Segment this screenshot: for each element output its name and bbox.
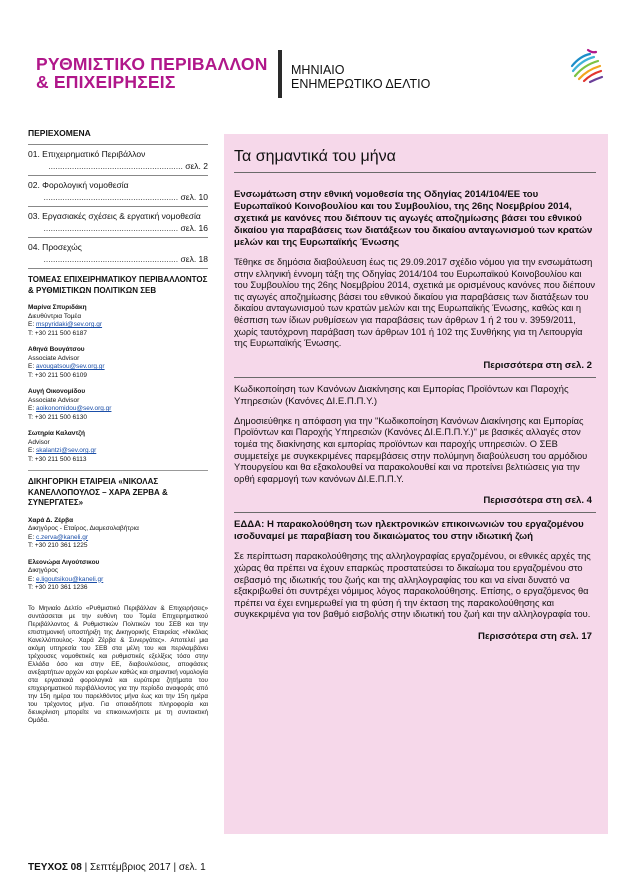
contact-phone: T: +30 210 361 1236: [28, 584, 88, 591]
contact-card: [28, 346, 208, 380]
newsletter-label-line2: ΕΝΗΜΕΡΩΤΙΚΟ ΔΕΛΤΙΟ: [291, 77, 431, 91]
newsletter-label-line1: ΜΗΝΙΑΙΟ: [291, 63, 345, 77]
article-body: Σε περίπτωση παρακολούθησης της αλληλογραφίας εργαζομένου, οι εθνικές αρχές της χώρας θα πρέπει να έχουν επαρκώς προστατεύσει το δικαίωμα του εργαζομένου στο σεβασμό της ιδιωτικής του ζωής και της αλληλογραφίας του και να είναι δυνατό να εξακριβωθεί ότι συντρέχει νόμιμος λόγος παρακολούθησης. Επίσης, ο εργαζόμενος θα πρέπει να έχει ενημερωθεί για τη φύση ή την έκταση της παρακολούθησης και συγκεκριμένα για τον βαθμό εισβολής στην ιδιωτική του ζωή και την αλληλογραφία του.: [234, 551, 591, 620]
brand-title-line1: ΡΥΘΜΙΣΤΙΚΟ ΠΕΡΙΒΑΛΛΟΝ: [36, 54, 268, 74]
highlights-heading: Τα σημαντικά του μήνα: [234, 148, 396, 165]
contact-phone: T: +30 211 500 6113: [28, 455, 87, 463]
divider: [28, 206, 208, 207]
divider: [28, 144, 208, 145]
contact-email-row: E: avougatsou@sev.org.gr: [28, 363, 105, 370]
contact-email-row: E: aoikonomidou@sev.org.gr: [28, 405, 112, 412]
footer-details: | Σεπτέμβριος 2017 | σελ. 1: [81, 862, 206, 873]
contact-email-row: E: e.ligoutsikou@kaneli.gr: [28, 575, 104, 583]
toc-item-label: 03. Εργασιακές σχέσεις & εργατική νομοθεσία: [28, 211, 201, 221]
contact-name: Χαρά Δ. Ζέρβα: [28, 516, 74, 524]
toc-item[interactable]: [28, 147, 208, 173]
contact-role: Associate Advisor: [28, 354, 80, 362]
contact-phone: T: +30 211 500 6109: [28, 371, 87, 379]
article-body: Τέθηκε σε δημόσια διαβούλευση έως τις 29.09.2017 σχέδιο νόμου για την ενσωμάτωση στην ελληνική έννομη τάξη της Οδηγίας 2014/104 του Ευρωπαϊκού Κοινοβουλίου και του Συμβουλίου της 26ης Νοεμβρίου 2014, σχετικά με ορισμένους κανόνες που διέπουν τις αγωγές αποζημίωσης βάσει του εθνικού δικαίου για παραβάσεις των διατάξεων του δικαίου ανταγωνισμού των κρατών μελών και της Ευρωπαϊκής Ένωσης, καθώς και η θέσπιση των ίδιων ρυθμίσεων για παραβάσεις των άρθρων 1 ή 2 του ν. 3959/2011, χωρίς ταυτόχρονη παράβαση των άρθρων 101 ή 102 της Συνθήκης για τη Λειτουργία της Ευρωπαϊκής Ένωσης.: [234, 257, 596, 349]
law-section-title: ΔΙΚΗΓΟΡΙΚΗ ΕΤΑΙΡΕΙΑ «ΝΙΚΟΛΑΣ ΚΑΝΕΛΛΟΠΟΥΛΟΣ – ΧΑΡΑ ΖΕΡΒΑ & ΣΥΝΕΡΓΑΤΕΣ»: [28, 477, 168, 507]
read-more-link[interactable]: Περισσότερα στη σελ. 17: [478, 630, 592, 642]
contact-email-row: E: mspyridaki@sev.org.gr: [28, 321, 103, 328]
contact-role: Δικηγόρος: [28, 567, 58, 574]
seb-section-title: ΤΟΜΕΑΣ ΕΠΙΧΕΙΡΗΜΑΤΙΚΟΥ ΠΕΡΙΒΑΛΛΟΝΤΟΣ & ΡΥΘΜΙΣΤΙΚΩΝ ΠΟΛΙΤΙΚΩΝ ΣΕΒ: [28, 275, 208, 295]
divider: [28, 175, 208, 176]
article-body: Δημοσιεύθηκε η απόφαση για την "Κωδικοποίηση Κανόνων Διακίνησης και Εμπορίας Προϊόντων και Παροχής Υπηρεσιών (Κανόνες ΔΙ.Ε.Π.Π.Υ.)" με βασικές αλλαγές στον τομέα της διακίνησης και εμπορίας προϊόντων και παροχής υπηρεσιών. Ο ΣΕΒ συμμετείχε με συγκεκριμένες παρεμβάσεις στην πολύμηνη διαβούλευση του αρμόδιου Υπουργείου και θα εξακολουθεί να παρακολουθεί και να προτείνει βελτιώσεις για την ορθή εφαρμογή των κανόνων ΔΙ.Ε.Π.Π.Υ.: [234, 415, 588, 484]
toc-item-label: 04. Προσεχώς: [28, 242, 82, 252]
seb-logo-icon: [566, 46, 606, 86]
article-title: ΕΔΔΑ: Η παρακολούθηση των ηλεκτρονικών επικοινωνιών του εργαζομένου ισοδυναμεί με παραβίαση του δικαιώματος του στην ιδιωτική ζωή: [234, 519, 584, 543]
toc-item-label: 01. Επιχειρηματικό Περιβάλλον: [28, 149, 146, 159]
contact-card: [28, 430, 208, 464]
read-more-link[interactable]: Περισσότερα στη σελ. 4: [483, 495, 592, 507]
contact-phone: T: +30 211 500 6187: [28, 329, 87, 337]
article-title: Ενσωμάτωση στην εθνική νομοθεσία της Οδηγίας 2014/104/ΕΕ του Ευρωπαϊκού Κοινοβουλίου και του Συμβουλίου, της 26ης Νοεμβρίου 2014, σχετικά με κανόνες που διέπουν τις αγωγές αποζημίωσης βάσει του εθνικού δικαίου για παραβάσεις των διατάξεων του δικαίου ανταγωνισμού των κρατών μελών και της Ευρωπαϊκής Ένωσης: [234, 189, 593, 248]
contact-role: Δικηγόρος - Εταίρος, Διαμεσολαβήτρια: [28, 525, 139, 532]
contact-role: Advisor: [28, 438, 50, 446]
contact-email-row: E: skalantzi@sev.org.gr: [28, 447, 97, 454]
brand-title-line2: & ΕΠΙΧΕΙΡΗΣΕΙΣ: [36, 72, 176, 92]
contact-email-link[interactable]: c.zerva@kaneli.gr: [35, 533, 89, 541]
divider: [234, 377, 596, 378]
header-divider: [278, 50, 282, 98]
toc-item-page: ......................................................... σελ. 10: [43, 192, 208, 202]
article-title: Κωδικοποίηση των Κανόνων Διακίνησης και Εμπορίας Προϊόντων και Παροχής Υπηρεσιών (Κανόνες ΔΙ.Ε.Π.Π.Υ.): [234, 383, 569, 407]
contact-email-link[interactable]: skalantzi@sev.org.gr: [35, 447, 97, 454]
toc-title: ΠΕΡΙΕΧΟΜΕΝΑ: [28, 128, 91, 138]
divider: [28, 268, 208, 269]
contact-card: [28, 517, 208, 551]
contact-card: [28, 304, 208, 338]
contact-card: [28, 388, 208, 422]
contact-email-link[interactable]: aoikonomidou@sev.org.gr: [35, 405, 112, 412]
brand-title: [36, 55, 268, 91]
contact-phone: T: +30 211 500 6130: [28, 413, 87, 421]
contact-email-link[interactable]: mspyridaki@sev.org.gr: [35, 321, 103, 328]
divider: [234, 512, 596, 513]
divider: [28, 237, 208, 238]
read-more-link[interactable]: Περισσότερα στη σελ. 2: [483, 359, 592, 371]
about-text: Το Μηνιαίο Δελτίο «Ρυθμιστικό Περιβάλλον & Επιχειρήσεις» συντάσσεται με την ευθύνη του Τομέα Επιχειρηματικού Περιβάλλοντος & Ρυθμιστικών Πολιτικών του ΣΕΒ και την επιστημονική υποστήριξη της Δικηγορικής Εταιρείας «Νικόλας Κανελλόπουλος- Χαρά Ζέρβα & Συνεργάτες». Αποτελεί μια ακόμη υπηρεσία του ΣΕΒ στα μέλη του και περιλαμβάνει τρέχουσες νομοθετικές και ρυθμιστικές εξελίξεις τόσο στην Ελλάδα όσο και στην ΕΕ, διαβουλεύσεις, αποφάσεις ανεξαρτήτων αρχών και φορέων καθώς και σημαντική νομολογία στα εργασιακά φορολογικά και ευρύτερα ζητήματα του επιχειρηματικού περιβάλλοντος για την περίοδο αναφοράς από την 15η ημέρα του παρελθόντος μήνα έως και την 15η ημέρα του τρέχοντος μήνα. Για οποιαδήποτε πληροφορία και διευκρίνιση μπορείτε να επικοινωνήσετε με τη συντακτική Ομάδα.: [28, 604, 208, 724]
page-footer: [28, 862, 206, 873]
contact-name: Ελεονώρα Λιγούτσικου: [28, 558, 100, 566]
toc-item[interactable]: [28, 209, 208, 235]
contact-email-link[interactable]: e.ligoutsikou@kaneli.gr: [35, 575, 104, 583]
contact-email-link[interactable]: avougatsou@sev.org.gr: [35, 363, 105, 370]
divider: [234, 172, 596, 173]
toc-item-page: ......................................................... σελ. 2: [48, 161, 208, 171]
toc-item-page: ......................................................... σελ. 16: [43, 223, 208, 233]
toc-item[interactable]: [28, 178, 208, 204]
contact-card: [28, 559, 208, 593]
contact-name: Μαρίνα Σπυριδάκη: [28, 304, 87, 311]
toc-item-label: 02. Φορολογική νομοθεσία: [28, 180, 129, 190]
highlights-panel: [224, 134, 608, 834]
footer-issue: ΤΕΥΧΟΣ 08: [28, 862, 82, 873]
newsletter-label: [291, 63, 430, 91]
contact-email-row: E: c.zerva@kaneli.gr: [28, 533, 89, 541]
toc-item-page: ......................................................... σελ. 18: [43, 254, 208, 264]
sidebar: [28, 128, 208, 725]
contact-role: Διευθύντρια Τομέα: [28, 312, 82, 320]
contact-name: Αυγή Οικονομίδου: [28, 388, 86, 395]
contact-role: Associate Advisor: [28, 396, 80, 404]
divider: [28, 470, 208, 471]
contact-name: Αθηνά Βουγάτσου: [28, 346, 85, 353]
contact-phone: T: +30 210 361 1225: [28, 542, 88, 549]
toc-item[interactable]: [28, 240, 208, 266]
contact-name: Σωτηρία Καλαντζή: [28, 430, 85, 437]
